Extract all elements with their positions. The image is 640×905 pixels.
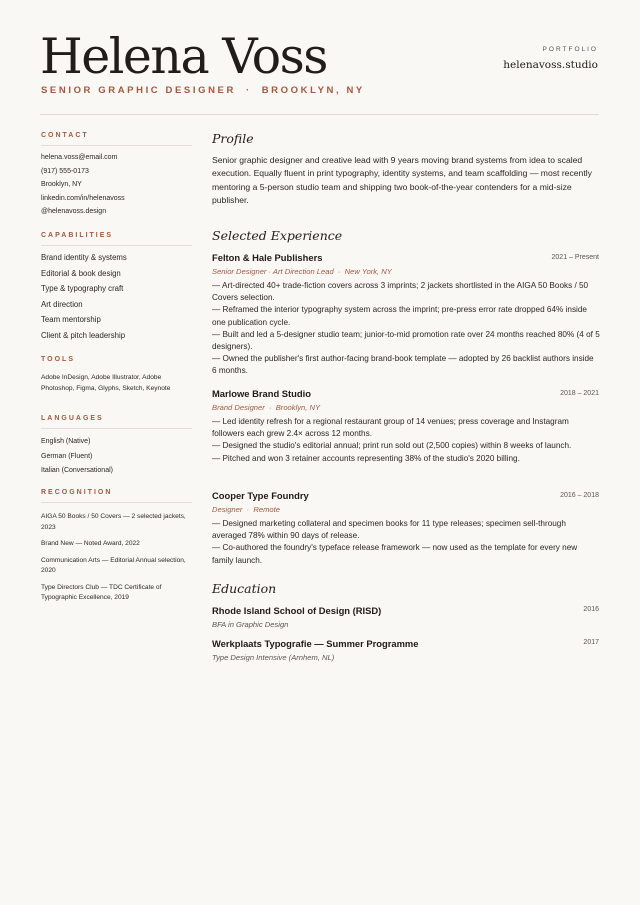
job-entry <box>212 490 600 567</box>
languages-section <box>41 415 192 479</box>
education-entry <box>212 605 600 629</box>
tools-heading: TOOLS <box>41 356 75 363</box>
tagline <box>41 85 365 96</box>
job-location: New York, NY <box>344 267 392 276</box>
capabilities-section <box>41 232 192 344</box>
capability-item: Team mentorship <box>41 315 101 325</box>
job-bullet: — Designed marketing collateral and specimen books for 11 type releases; specimen sell-through averaged 78% within 90 days of release. <box>212 519 566 541</box>
education-section <box>212 581 600 596</box>
job-role: Designer <box>212 505 243 514</box>
education-year: 2017 <box>583 639 599 646</box>
job-dates: 2016 – 2018 <box>560 492 599 499</box>
contact-phone[interactable]: (917) 555-0173 <box>41 167 89 175</box>
job-bullet: — Designed the studio's editorial annual; print run sold out (2,500 copies) within 8 weeks of launch. <box>212 441 572 451</box>
job-title: SENIOR GRAPHIC DESIGNER <box>41 85 236 96</box>
profile-section <box>212 131 600 207</box>
language-item: Italian (Conversational) <box>41 467 113 475</box>
profile-heading: Profile <box>212 131 254 146</box>
degree: Type Design Intensive (Arnhem, NL) <box>212 653 335 662</box>
languages-heading: LANGUAGES <box>41 415 192 429</box>
job-company: Marlowe Brand Studio <box>212 388 311 399</box>
award-item: Communication Arts — Editorial Annual selection, 2020 <box>41 556 186 574</box>
job-bullet: — Led identity refresh for a regional restaurant group of 14 venues; press coverage and Instagram followers each grew 2.4× across 12 months. <box>212 417 569 439</box>
candidate-name: Helena Voss <box>40 28 327 85</box>
award-item: AIGA 50 Books / 50 Covers — 2 selected jackets, 2023 <box>41 513 186 531</box>
education-heading: Education <box>212 581 277 596</box>
job-company: Cooper Type Foundry <box>212 490 309 501</box>
job-bullet: — Reframed the interior typography system across the imprint; pre-press error rate dropped 64% inside one publication cycle. <box>212 305 587 327</box>
job-bullet: — Co-authored the foundry's typeface release framework — now used as the template for every new family launch. <box>212 543 578 565</box>
education-year: 2016 <box>583 606 599 613</box>
capability-item: Type & typography craft <box>41 284 124 294</box>
job-bullet: — Built and led a 5-designer studio team; junior-to-mid promotion rate over 24 months reached 80% (4 of 5 designers). <box>212 329 600 352</box>
job-location: Remote <box>253 505 280 514</box>
job-bullet: — Art-directed 40+ trade-fiction covers across 3 imprints; 2 jackets shortlisted in the AIGA 50 Books / 50 Covers selection. <box>212 281 589 303</box>
language-item: German (Fluent) <box>41 452 93 460</box>
profile-text: Senior graphic designer and creative lead with 9 years moving brand systems from idea to scaled execution. Equally fluent in print typography, identity systems, and team scaffolding — most recently mentoring a 5-person studio team and shipping two book-of-the-year contenders for a mid-size publisher. <box>212 155 592 205</box>
location: BROOKLYN, NY <box>261 85 365 96</box>
capabilities-heading: CAPABILITIES <box>41 232 192 246</box>
contact-section <box>41 132 192 219</box>
school-name: Rhode Island School of Design (RISD) <box>212 605 382 616</box>
job-bullet: — Pitched and won 3 retainer accounts representing 38% of the studio's 2020 billing. <box>212 453 520 463</box>
contact-city: Brooklyn, NY <box>41 181 82 188</box>
job-company: Felton & Hale Publishers <box>212 252 323 263</box>
award-item: Brand New — Noted Award, 2022 <box>41 540 140 547</box>
portfolio-label: PORTFOLIO <box>542 46 598 53</box>
header-divider <box>40 114 599 115</box>
job-dates: 2021 – Present <box>551 254 599 261</box>
tools-section <box>41 356 192 394</box>
job-entry <box>212 388 600 465</box>
contact-email[interactable]: helena.voss@email.com <box>41 154 118 161</box>
portfolio-link[interactable]: helenavoss.studio <box>503 59 598 71</box>
job-dates: 2018 – 2021 <box>560 390 599 397</box>
capability-item: Art direction <box>41 299 83 309</box>
tools-list: Adobe InDesign, Adobe Illustrator, Adobe Photoshop, Figma, Glyphs, Sketch, Keynote <box>41 374 171 392</box>
separator: · <box>245 85 252 96</box>
job-entry <box>212 252 600 378</box>
job-role-line: Senior Designer · Art Direction Lead · New York, NY <box>212 267 392 276</box>
contact-linkedin[interactable]: linkedin.com/in/helenavoss <box>41 194 125 202</box>
job-location: Brooklyn, NY <box>275 403 321 412</box>
job-bullet: — Owned the publisher's first author-facing brand-book template — adopted by 26 backlist authors inside 6 months. <box>212 354 594 376</box>
recognition-heading: RECOGNITION <box>41 489 192 503</box>
job-role: Brand Designer <box>212 403 265 412</box>
experience-heading-wrap <box>212 228 600 243</box>
job-role-line: Designer · Remote <box>212 505 280 514</box>
job-role: Senior Designer · Art Direction Lead <box>212 267 334 276</box>
contact-heading: CONTACT <box>41 132 192 146</box>
contact-handle[interactable]: @helenavoss.design <box>41 208 107 215</box>
capability-item: Editorial & book design <box>41 268 121 278</box>
education-entry <box>212 638 600 662</box>
job-role-line: Brand Designer · Brooklyn, NY <box>212 403 321 412</box>
capability-item: Client & pitch leadership <box>41 330 126 340</box>
recognition-section <box>41 489 192 604</box>
award-item: Type Directors Club — TDC Certificate of Typographic Excellence, 2019 <box>41 583 162 601</box>
school-name: Werkplaats Typografie — Summer Programme <box>212 638 419 649</box>
degree: BFA in Graphic Design <box>212 620 289 629</box>
capability-item: Brand identity & systems <box>41 253 127 262</box>
language-item: English (Native) <box>41 438 91 445</box>
experience-heading: Selected Experience <box>212 228 343 243</box>
